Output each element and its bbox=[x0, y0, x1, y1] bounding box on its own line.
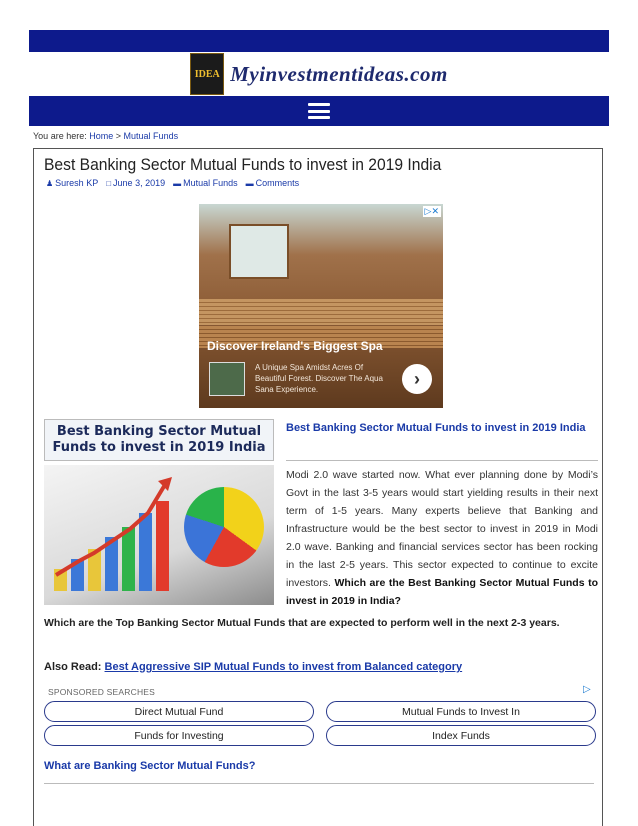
intro-heading: Best Banking Sector Mutual Funds to invest in 2019 India bbox=[286, 422, 586, 434]
adchoices-icon[interactable]: ▷ bbox=[583, 684, 591, 695]
pie-graphic bbox=[184, 487, 264, 567]
post-meta bbox=[46, 178, 299, 188]
also-read bbox=[44, 661, 462, 673]
page-title: Best Banking Sector Mutual Funds to invest in 2019 India bbox=[44, 155, 442, 174]
adchoices-icon[interactable]: ▷✕ bbox=[424, 206, 439, 216]
header-top-bar bbox=[29, 30, 609, 52]
also-read-link[interactable]: Best Aggressive SIP Mutual Funds to invest from Balanced category bbox=[104, 661, 463, 673]
breadcrumb bbox=[33, 131, 178, 141]
divider bbox=[286, 460, 598, 461]
sponsored-link-direct-mutual-fund[interactable]: Direct Mutual Fund bbox=[44, 701, 314, 722]
hero-image bbox=[44, 419, 274, 609]
breadcrumb-separator: > bbox=[115, 131, 122, 141]
logo-text: Myinvestmentideas.com bbox=[230, 61, 448, 86]
folder-icon: ▬ bbox=[173, 178, 182, 188]
also-read-label: Also Read: bbox=[44, 661, 102, 673]
meta-comments[interactable]: ▬ Comments bbox=[245, 178, 300, 188]
meta-author[interactable]: ♟ Suresh KP bbox=[46, 178, 99, 188]
continued-question: Which are the Top Banking Sector Mutual Funds that are expected to perform well in the next 2-3 years. bbox=[44, 617, 560, 629]
hamburger-menu-icon[interactable] bbox=[308, 103, 330, 119]
sponsored-link-funds-for-investing[interactable]: Funds for Investing bbox=[44, 725, 314, 746]
logo-badge: IDEA bbox=[190, 53, 224, 95]
sponsored-link-mutual-funds-to-invest-in[interactable]: Mutual Funds to Invest In bbox=[326, 701, 596, 722]
ad-window-graphic bbox=[229, 224, 289, 279]
section-heading: What are Banking Sector Mutual Funds? bbox=[44, 760, 256, 772]
breadcrumb-prefix: You are here: bbox=[33, 131, 87, 141]
calendar-icon: □ bbox=[106, 178, 112, 188]
meta-date: □ June 3, 2019 bbox=[106, 178, 166, 188]
divider bbox=[44, 783, 594, 784]
display-ad[interactable] bbox=[199, 204, 443, 408]
intro-text: Modi 2.0 wave started now. What ever planning done by Modi’s Govt in the last 3-5 years would start yielding results in their next term of 1-5 years. Many experts believe that Banking and Infrastructure would be the best sector to invest in 2019 in Modi 2.0 wave. Banking and financial services sector has been rocking in the last 2-5 years. This sector expected to continue to excite investors. bbox=[286, 469, 598, 589]
ad-headline[interactable]: Discover Ireland's Biggest Spa bbox=[207, 339, 383, 353]
comment-icon: ▬ bbox=[245, 178, 254, 188]
breadcrumb-home[interactable]: Home bbox=[89, 131, 114, 141]
chevron-right-icon[interactable]: › bbox=[402, 364, 432, 394]
trend-arrow-graphic bbox=[54, 475, 174, 585]
intro-paragraph bbox=[286, 466, 598, 610]
ad-bench-graphic bbox=[199, 299, 443, 325]
sponsored-label: SPONSORED SEARCHES bbox=[48, 687, 156, 697]
meta-category[interactable]: ▬ Mutual Funds bbox=[173, 178, 238, 188]
ad-thumbnail bbox=[209, 362, 245, 396]
site-logo[interactable] bbox=[29, 52, 609, 96]
user-icon: ♟ bbox=[46, 178, 54, 188]
sponsored-link-index-funds[interactable]: Index Funds bbox=[326, 725, 596, 746]
hero-image-title: Best Banking Sector Mutual Funds to invest in 2019 India bbox=[44, 419, 274, 461]
hero-chart-graphic bbox=[44, 465, 274, 605]
article-card bbox=[33, 148, 603, 826]
main-navbar bbox=[29, 96, 609, 126]
ad-body-text: A Unique Spa Amidst Acres Of Beautiful Forest. Discover The Aqua Sana Experience. bbox=[255, 363, 383, 394]
breadcrumb-current[interactable]: Mutual Funds bbox=[123, 131, 179, 141]
intro-bold-question: Which are the Best Banking Sector Mutual Funds to invest in 2019 in India? bbox=[286, 577, 598, 607]
